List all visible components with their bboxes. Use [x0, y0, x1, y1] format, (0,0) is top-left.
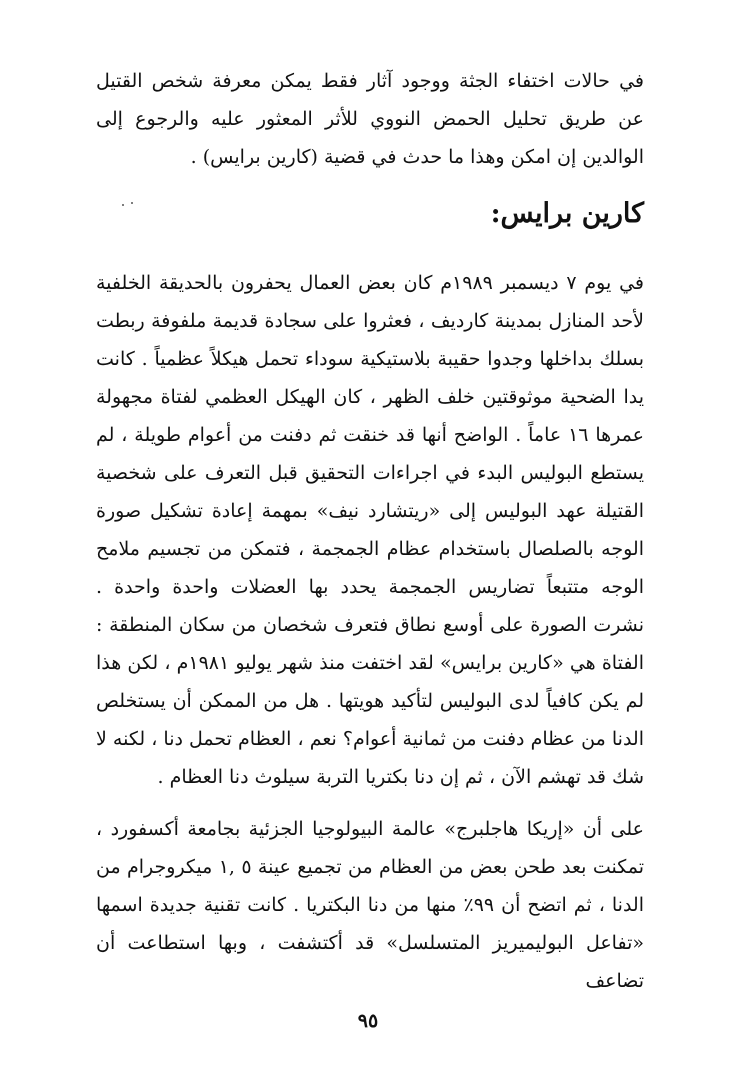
body-paragraph-continued: على أن «إريكا هاجلبرج» عالمة البيولوجيا الجزئية بجامعة أكسفورد ، تمكنت بعد طحن بعض من العظام من تجميع عينة ٥ ,١ ميكروجرام من الدنا ، ثم اتضح أن ٩٩٪ منها من دنا البكتريا . كانت تقنية جديدة اسمها «تفاعل البوليميريز المتسلسل» قد أكتشفت ، وبها استطاعت أن تضاعف	[96, 818, 645, 992]
intro-paragraph: في حالات اختفاء الجثة ووجود آثار فقط يمكن معرفة شخص القتيل عن طريق تحليل الحمض النووي للأثر المعثور عليه والرجوع إلى الوالدين إن امكن وهذا ما حدث في قضية (كارين برايس) .	[96, 70, 644, 168]
page-number: ٩٥	[357, 1010, 379, 1032]
page-body	[96, 62, 644, 1082]
body-paragraph: في يوم ٧ ديسمبر ١٩٨٩م كان بعض العمال يحفرون بالحديقة الخلفية لأحد المنازل بمدينة كارديف ، فعثروا على سجادة قديمة ملفوفة ربطت بسلك بداخلها وجدوا حقيبة بلاستيكية سوداء تحمل هيكلاً عظمياً . كانت يدا الضحية موثوقتين خلف الظهر ، كان الهيكل العظمي لفتاة مجهولة عمرها ١٦ عاماً . الواضح أنها قد خنقت ثم دفنت من أعوام طويلة ، لم يستطع البوليس البدء في اجراءات التحقيق قبل التعرف على شخصية القتيلة عهد البوليس إلى «ريتشارد نيف» بمهمة إعادة تشكيل صورة الوجه بالصلصال باستخدام عظام الجمجمة ، فتمكن من تجسيم ملامح الوجه متتبعاً تضاريس الجمجمة يحدد بها العضلات واحدة واحدة . نشرت الصورة على أوسع نطاق فتعرف شخصان من سكان المنطقة : الفتاة هي «كارين برايس» لقد اختفت منذ شهر يوليو ١٩٨١م ، لكن هذا لم يكن كافياً لدى البوليس لتأكيد هويتها . هل من الممكن أن يستخلص الدنا من عظام دفنت من ثمانية أعوام؟ نعم ، العظام تحمل دنا ، لكنه لا شك قد تهشم الآن ، ثم إن دنا بكتريا التربة سيلوث دنا العظام .	[96, 272, 645, 788]
scan-specks	[122, 202, 136, 208]
section-heading: كارين برايس:	[490, 198, 644, 229]
